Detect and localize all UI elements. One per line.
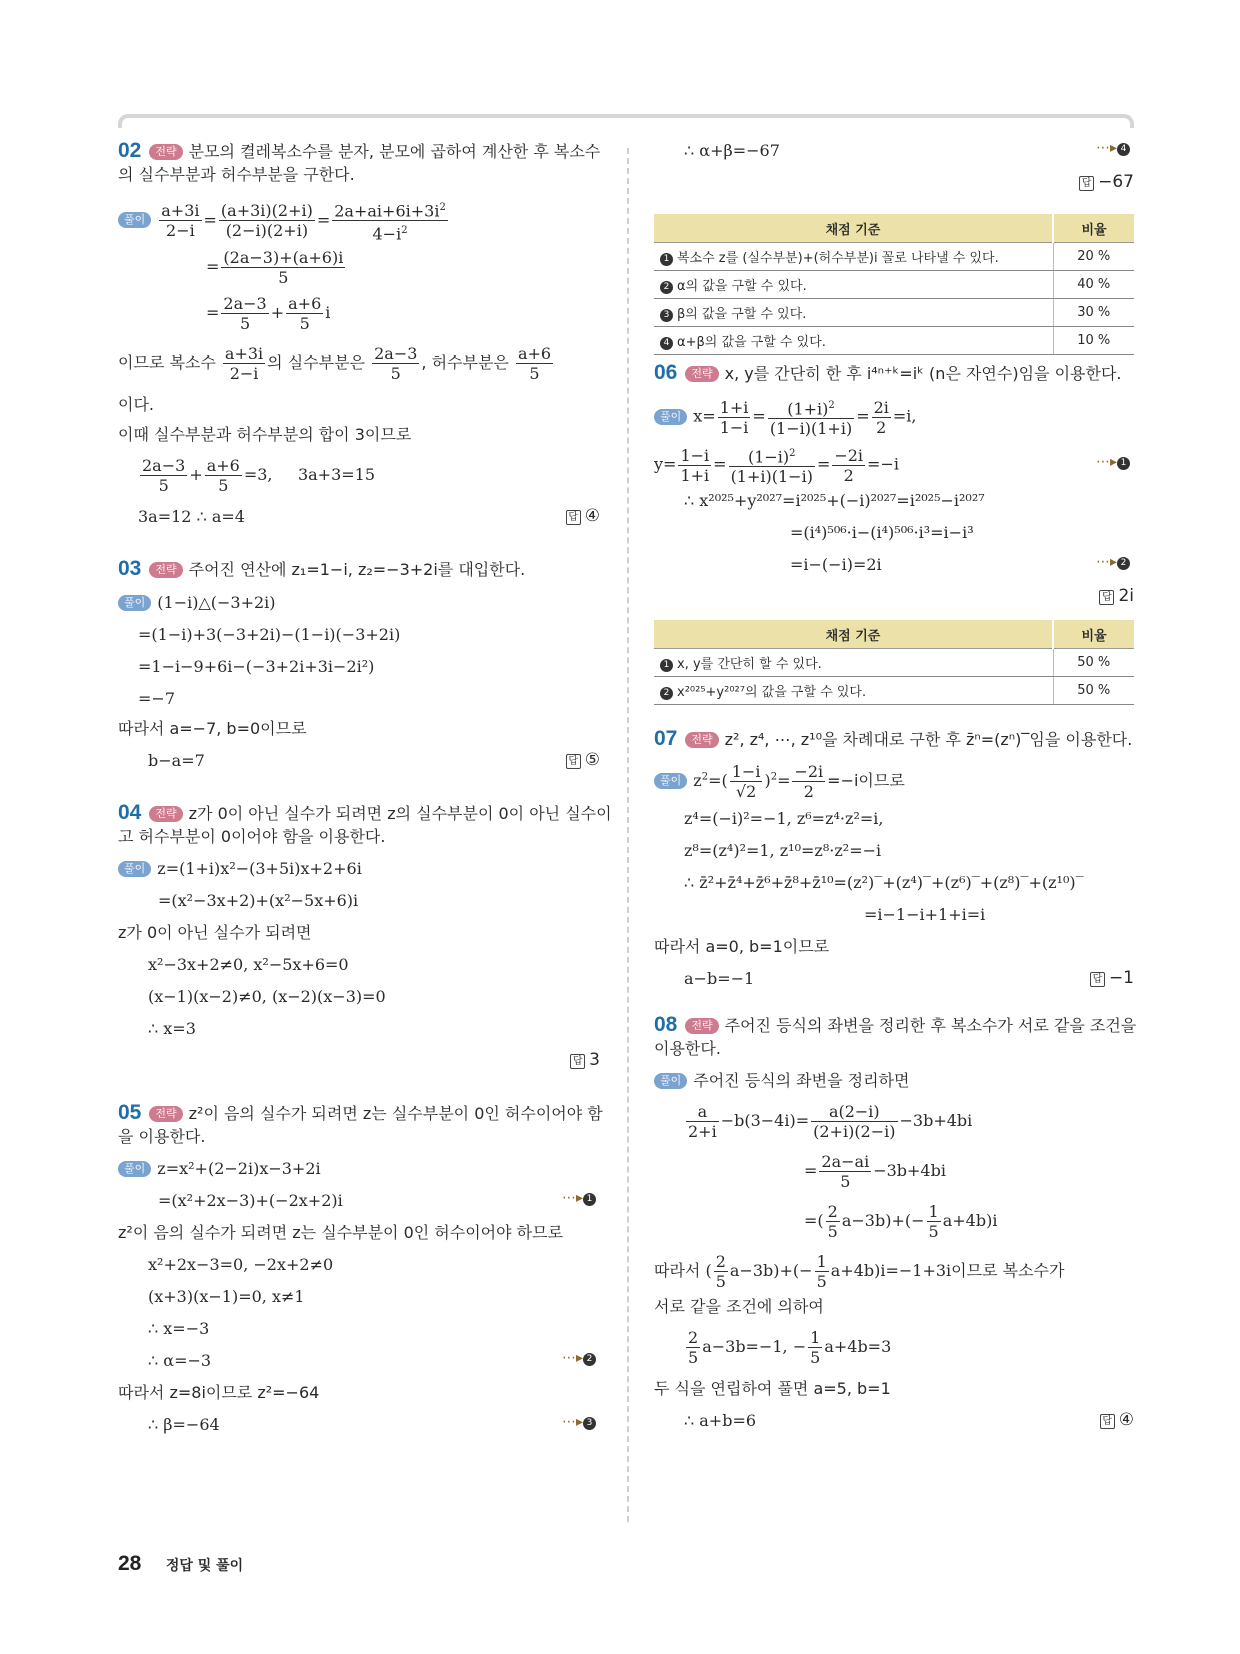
q05-l5: (x+3)(x−1)=0, x≠1: [148, 1287, 305, 1306]
q05-ref-1: ⋯▸ 1: [562, 1190, 600, 1206]
q07-number: 07: [654, 727, 678, 750]
q07-l1: 풀이 $z^2=$( $\frac{1-i}{√2}$ )$^2$= $\frac{-2i}{2}$ =−i이므로: [654, 762, 905, 801]
column-divider: [627, 148, 629, 1522]
q04-number: 04: [118, 801, 142, 824]
q05-l10: ∴ α+β=−67: [684, 141, 780, 160]
table-row: 1 x, y를 간단히 할 수 있다. 50 %: [654, 649, 1134, 677]
q03-number: 03: [118, 557, 142, 580]
q07-l2: z⁴=(−i)²=−1, z⁶=z⁴·z²=i,: [684, 809, 884, 828]
score-table-q06: 채점 기준 비율 1 x, y를 간단히 할 수 있다. 50 % 2 x²⁰²⁵+y²⁰²⁷의 값을 구할 수 있다. 50 %: [654, 620, 1134, 705]
q05-ref-2: ⋯▸ 2: [562, 1350, 600, 1366]
q08-l6: $\frac{2}{5}$ a−3b=−1, − $\frac{1}{5}$ a+4b=3: [688, 1328, 892, 1367]
q07-l3: z⁸=(z⁴)²=1, z¹⁰=z⁸·z²=−i: [684, 841, 882, 860]
top-border: [118, 114, 1134, 128]
q07-header: 07 전략 z², z⁴, ⋯, z¹⁰을 차례대로 구한 후 z̄ⁿ=(zⁿ)‾임을 이용한다.: [654, 727, 1133, 750]
q04-header: 04 전략 z가 0이 아닌 실수가 되려면 z의 실수부분이 0이 아닌 실수이: [118, 801, 612, 824]
q08-strategy: 주어진 등식의 좌변을 정리한 후 복소수가 서로 같을 조건을: [724, 1016, 1137, 1035]
q02-eq2: = $\frac{(2a-3)+(a+6)i}{5}$: [206, 248, 344, 287]
q05-ref-4: ⋯▸ 4: [1096, 140, 1134, 156]
q02-answer: 답 ④: [566, 506, 600, 526]
q06-strategy: x, y를 간단히 한 후 i⁴ⁿ⁺ᵏ=iᵏ (n은 자연수)임을 이용한다.: [724, 364, 1122, 383]
q02-strategy: 분모의 켤레복소수를 분자, 분모에 곱하여 계산한 후 복소수: [188, 142, 601, 161]
q04-strategy: z가 0이 아닌 실수가 되려면 z의 실수부분이 0이 아닌 실수이: [188, 804, 612, 823]
q06-l2: y= $\frac{1-i}{1+i}$ = $\frac{(1-i)^2}{(1+i)(1-i)}$ = $\frac{-2i}{2}$ =−i: [654, 445, 899, 487]
table-row: 4 α+β의 값을 구할 수 있다. 10 %: [654, 327, 1134, 355]
table-row: 2 x²⁰²⁵+y²⁰²⁷의 값을 구할 수 있다. 50 %: [654, 677, 1134, 705]
q05-l3: z²이 음의 실수가 되려면 z는 실수부분이 0인 허수이어야 하므로: [118, 1223, 564, 1242]
q02-eq4: $\frac{2a-3}{5}$ + $\frac{a+6}{5}$ =3, 3a+3=15: [142, 456, 376, 495]
q08-l8: ∴ a+b=6: [684, 1411, 757, 1430]
strategy-tag: 전략: [149, 144, 182, 160]
q08-l4: =( $\frac{2}{5}$ a−3b)+(− $\frac{1}{5}$ a+4b)i: [804, 1202, 998, 1241]
q05-l4: x²+2x−3=0, −2x+2≠0: [148, 1255, 334, 1274]
q05-l2: =(x²+2x−3)+(−2x+2)i: [158, 1191, 343, 1210]
table-row: 3 β의 값을 구할 수 있다. 30 %: [654, 299, 1134, 327]
q06-header: 06 전략 x, y를 간단히 한 후 i⁴ⁿ⁺ᵏ=iᵏ (n은 자연수)임을 이용한다.: [654, 361, 1122, 384]
answer-icon: 답: [566, 510, 581, 525]
q08-answer: 답 ④: [1100, 1410, 1134, 1430]
q07-answer: 답 −1: [1090, 968, 1134, 988]
q02-eq5: 3a=12 ∴ a=4: [138, 507, 245, 526]
q08-strategy-cont: 이용한다.: [654, 1039, 721, 1058]
q05-strategy: z²이 음의 실수가 되려면 z는 실수부분이 0인 허수이어야 함: [188, 1104, 603, 1123]
q05-strategy-cont: 을 이용한다.: [118, 1127, 206, 1146]
q02-header: [118, 140, 600, 163]
q04-strategy-cont: 고 허수부분이 0이어야 함을 이용한다.: [118, 827, 386, 846]
q07-l6: 따라서 a=0, b=1이므로: [654, 937, 830, 956]
q02-eq3: = $\frac{2a-3}{5}$ + $\frac{a+6}{5}$ i: [206, 294, 331, 333]
q07-l7: a−b=−1: [684, 969, 755, 988]
q05-l1: 풀이 z=x²+(2−2i)x−3+2i: [118, 1158, 321, 1180]
q04-l5: (x−1)(x−2)≠0, (x−2)(x−3)=0: [148, 987, 386, 1006]
q06-answer: 답 2i: [1099, 586, 1134, 606]
q03-header: 03 전략 주어진 연산에 z₁=1−i, z₂=−3+2i를 대입한다.: [118, 557, 526, 580]
q02-text3: 이때 실수부분과 허수부분의 합이 3이므로: [118, 425, 412, 444]
q07-l5: =i−1−i+1+i=i: [864, 905, 986, 924]
q02-eq1: 풀이 $\frac{a+3i}{2-i}$ = $\frac{(a+3i)(2+i)}{(2-i)(2+i)}$ = $\frac{2a+ai+6i+3i^2}{4-i^2}$: [118, 198, 450, 244]
q04-l1: 풀이 z=(1+i)x²−(3+5i)x+2+6i: [118, 858, 362, 880]
q02-text2: 이다.: [118, 395, 154, 414]
q07-l4: ∴ z̄²+z̄⁴+z̄⁶+z̄⁸+z̄¹⁰=(z²)‾+(z⁴)‾+(z⁶)‾+(z⁸)‾+(z¹⁰)‾: [684, 873, 1084, 892]
q04-l6: ∴ x=3: [148, 1019, 196, 1038]
q02-text1: 이므로 복소수 $\frac{a+3i}{2-i}$ 의 실수부분은 $\frac{2a-3}{5}$ , 허수부분은 $\frac{a+6}{5}$: [118, 344, 552, 383]
q08-l3: = $\frac{2a-ai}{5}$ −3b+4bi: [804, 1152, 946, 1191]
q06-l1: 풀이 x= $\frac{1+i}{1-i}$ = $\frac{(1+i)^2}{(1-i)(1+i)}$ = $\frac{2i}{2}$ =i,: [654, 396, 917, 438]
q03-l2: =(1−i)+3(−3+2i)−(1−i)(−3+2i): [138, 625, 401, 644]
q08-l5a: 따라서 ( $\frac{2}{5}$ a−3b)+(− $\frac{1}{5}$ a+4b)i=−1+3i이므로 복소수가: [654, 1252, 1065, 1291]
q03-l6: b−a=7: [148, 751, 205, 770]
q06-l3: ∴ x²⁰²⁵+y²⁰²⁷=i²⁰²⁵+(−i)²⁰²⁷=i²⁰²⁵−i²⁰²⁷: [684, 491, 985, 510]
q05-number: 05: [118, 1101, 142, 1124]
q03-strategy: 주어진 연산에 z₁=1−i, z₂=−3+2i를 대입한다.: [188, 560, 526, 579]
page-title: 정답 및 풀이: [165, 1558, 244, 1574]
q05-l8: 따라서 z=8i이므로 z²=−64: [118, 1383, 320, 1402]
q03-l1: 풀이 (1−i)△(−3+2i): [118, 592, 276, 614]
q03-l3: =1−i−9+6i−(−3+2i+3i−2i²): [138, 657, 375, 676]
q07-strategy: z², z⁴, ⋯, z¹⁰을 차례대로 구한 후 z̄ⁿ=(zⁿ)‾임을 이용한다.: [724, 730, 1133, 749]
q04-answer: 답 3: [570, 1050, 600, 1070]
page-footer: [118, 1552, 243, 1576]
solution-tag: 풀이: [118, 212, 151, 228]
q02-strategy-cont: 의 실수부분과 허수부분을 구한다.: [118, 165, 355, 184]
q05-ref-3: ⋯▸ 3: [562, 1414, 600, 1430]
q03-l4: =−7: [138, 689, 175, 708]
page-number: 28: [118, 1552, 142, 1575]
q04-l4: x²−3x+2≠0, x²−5x+6=0: [148, 955, 349, 974]
q08-number: 08: [654, 1013, 678, 1036]
q06-number: 06: [654, 361, 678, 384]
score-table-q05: 채점 기준 비율 1 복소수 z를 (실수부분)+(허수부분)i 꼴로 나타낼 수 있다. 20 % 2 α의 값을 구할 수 있다. 40 % 3 β의 값을 구할 수 있다. 30 % 4 α+β의 값을 구할 수 있다. 10 %: [654, 214, 1134, 355]
q05-l6: ∴ x=−3: [148, 1319, 210, 1338]
q03-answer: 답 ⑤: [566, 750, 600, 770]
q08-header: 08 전략 주어진 등식의 좌변을 정리한 후 복소수가 서로 같을 조건을: [654, 1013, 1137, 1036]
q05-header: 05 전략 z²이 음의 실수가 되려면 z는 실수부분이 0인 허수이어야 함: [118, 1101, 603, 1124]
q05-l7: ∴ α=−3: [148, 1351, 212, 1370]
q05-l9: ∴ β=−64: [148, 1415, 220, 1434]
q04-l2: =(x²−3x+2)+(x²−5x+6)i: [158, 891, 359, 910]
q08-l7: 두 식을 연립하여 풀면 a=5, b=1: [654, 1379, 891, 1398]
q08-l2: $\frac{a}{2+i}$ −b(3−4i)= $\frac{a(2-i)}{(2+i)(2-i)}$ −3b+4bi: [688, 1102, 973, 1141]
q05-answer: 답 −67: [1079, 172, 1134, 192]
q02-number: 02: [118, 139, 142, 162]
table-row: 2 α의 값을 구할 수 있다. 40 %: [654, 271, 1134, 299]
q06-ref-1: ⋯▸ 1: [1096, 454, 1134, 470]
q06-l5: =i−(−i)=2i: [790, 555, 882, 574]
q08-l1: 풀이 주어진 등식의 좌변을 정리하면: [654, 1070, 909, 1092]
q04-l3: z가 0이 아닌 실수가 되려면: [118, 923, 312, 942]
q06-l4: =(i⁴)⁵⁰⁶·i−(i⁴)⁵⁰⁶·i³=i−i³: [790, 523, 974, 542]
table-row: 1 복소수 z를 (실수부분)+(허수부분)i 꼴로 나타낼 수 있다. 20 %: [654, 243, 1134, 271]
q08-l5: 서로 같을 조건에 의하여: [654, 1297, 824, 1316]
q03-l5: 따라서 a=−7, b=0이므로: [118, 719, 307, 738]
q06-ref-2: ⋯▸ 2: [1096, 554, 1134, 570]
